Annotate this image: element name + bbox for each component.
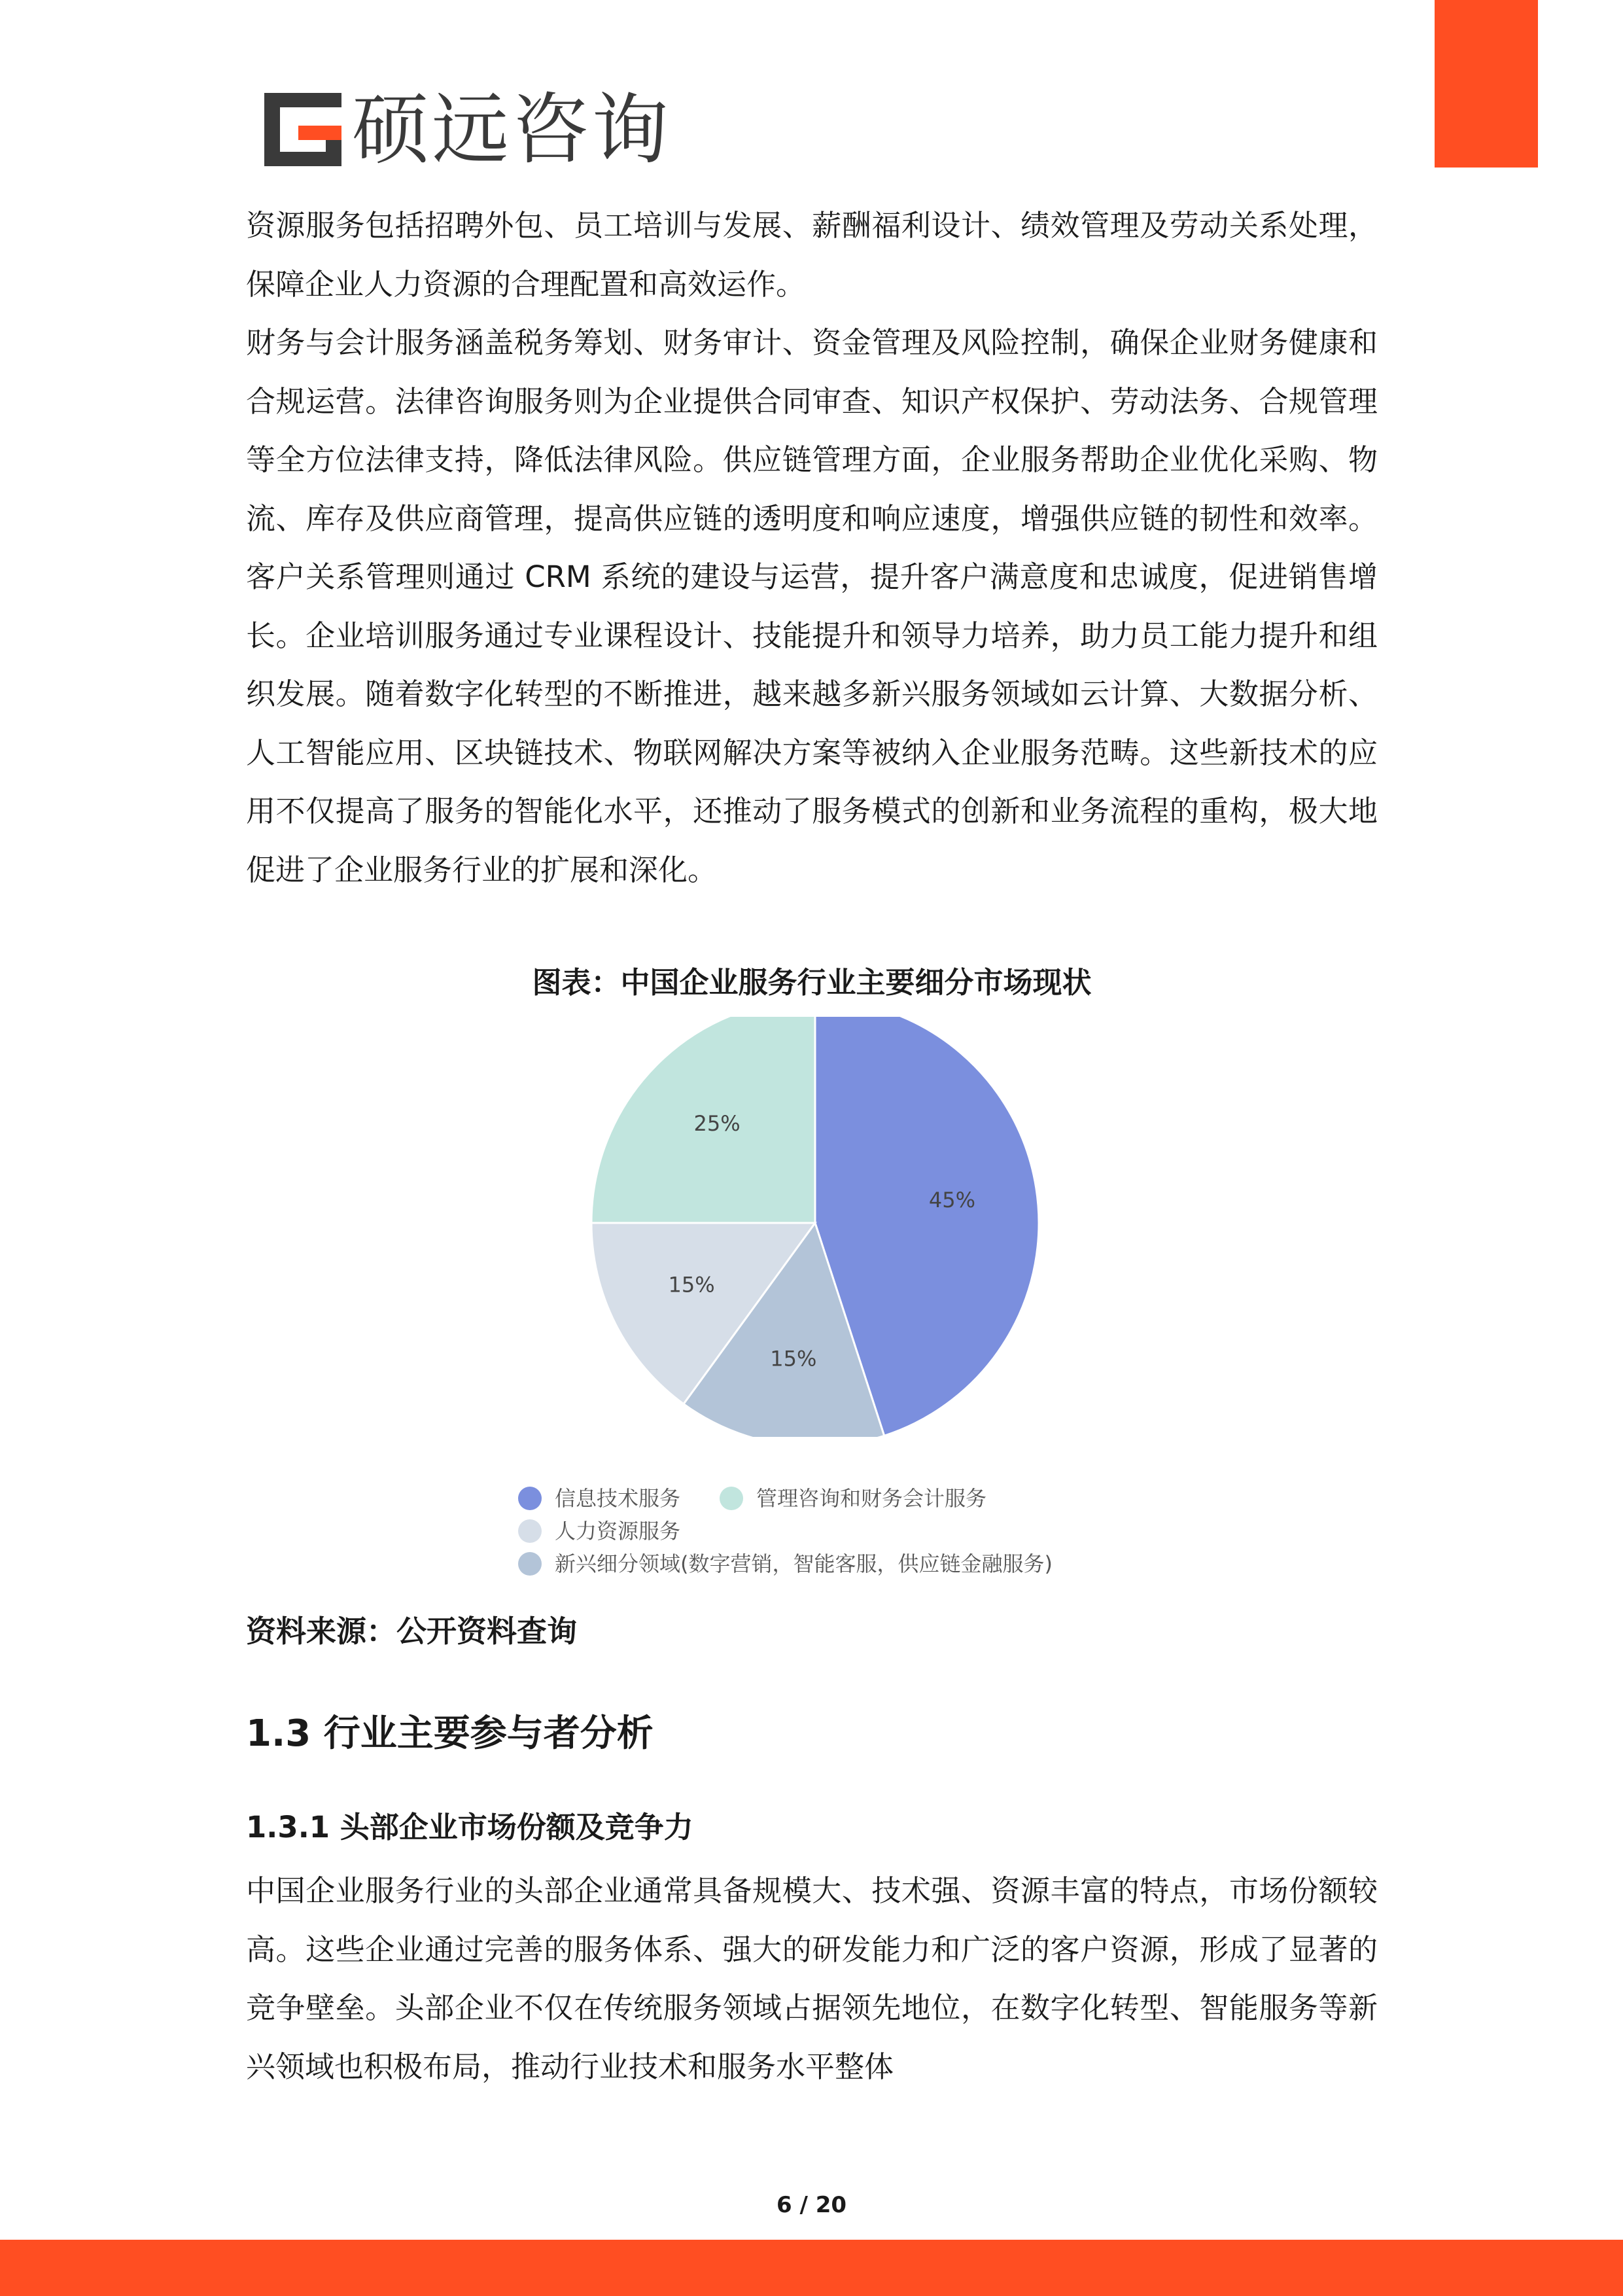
- body-text: [246, 196, 1378, 899]
- paragraph: 中国企业服务行业的头部企业通常具备规模大、技术强、资源丰富的特点，市场份额较高。这些企业通过完善的服务体系、强大的研发能力和广泛的客户资源，形成了显著的竞争壁垒。头部企业不仅在传统服务领域占据领先地位，在数字化转型、智能服务等新兴领域也积极布局，推动行业技术和服务水平整体: [246, 1873, 1378, 2084]
- legend-item: [518, 1515, 680, 1547]
- legend-label: 人力资源服务: [555, 1519, 681, 1544]
- brand-name: 硕远咨询: [352, 84, 672, 175]
- legend-item: [518, 1482, 680, 1515]
- section-heading: 1.3 行业主要参与者分析: [246, 1712, 654, 1755]
- paragraph: 资源服务包括招聘外包、员工培训与发展、薪酬福利设计、绩效管理及劳动关系处理，保障企业人力资源的合理配置和高效运作。: [246, 208, 1378, 302]
- legend-row: [518, 1515, 1092, 1547]
- legend-swatch: [518, 1552, 542, 1576]
- legend-label: 管理咨询和财务会计服务: [756, 1486, 987, 1511]
- chart-legend: [518, 1482, 1092, 1580]
- legend-row: [518, 1547, 1092, 1580]
- page-number: 6 / 20: [776, 2192, 847, 2218]
- legend-swatch: [518, 1519, 542, 1543]
- legend-item: [720, 1482, 986, 1515]
- pie-slice-label: 15%: [770, 1346, 817, 1371]
- paragraph: 财务与会计服务涵盖税务筹划、财务审计、资金管理及风险控制，确保企业财务健康和合规运营。法律咨询服务则为企业提供合同审查、知识产权保护、劳动法务、合规管理等全方位法律支持，降低法律风险。供应链管理方面，企业服务帮助企业优化采购、物流、库存及供应商管理，提高供应链的透明度和响应速度，增强供应链的韧性和效率。客户关系管理则通过 CRM 系统的建设与运营，提升客户满意度和忠诚度，促进销售增长。企业培训服务通过专业课程设计、技能提升和领导力培养，助力员工能力提升和组织发展。随着数字化转型的不断推进，越来越多新兴服务领域如云计算、大数据分析、人工智能应用、区块链技术、物联网解决方案等被纳入企业服务范畴。这些新技术的应用不仅提高了服务的智能化水平，还推动了服务模式的创新和业务流程的重构，极大地促进了企业服务行业的扩展和深化。: [246, 325, 1378, 887]
- pie-slice-label: 45%: [928, 1187, 975, 1212]
- subsection-heading: 1.3.1 头部企业市场份额及竞争力: [246, 1810, 693, 1845]
- legend-label: 信息技术服务: [555, 1486, 681, 1511]
- source-note: 资料来源：公开资料查询: [246, 1614, 577, 1649]
- section-body: [246, 1862, 1378, 2096]
- legend-row: [518, 1482, 1092, 1515]
- pie-slice-label: 25%: [693, 1111, 741, 1137]
- legend-swatch: [720, 1487, 743, 1510]
- legend-swatch: [518, 1487, 542, 1510]
- corner-accent-block: [1435, 0, 1538, 168]
- brand-logo: [264, 84, 672, 175]
- legend-item: [518, 1547, 1053, 1580]
- pie-slice-label: 15%: [668, 1272, 715, 1298]
- pie-chart: [586, 1017, 1044, 1437]
- s-logo-icon: [264, 93, 341, 166]
- footer-accent-bar: [0, 2240, 1623, 2296]
- legend-label: 新兴细分领域(数字营销，智能客服，供应链金融服务): [555, 1551, 1053, 1576]
- chart-title: 图表：中国企业服务行业主要细分市场现状: [532, 965, 1092, 1000]
